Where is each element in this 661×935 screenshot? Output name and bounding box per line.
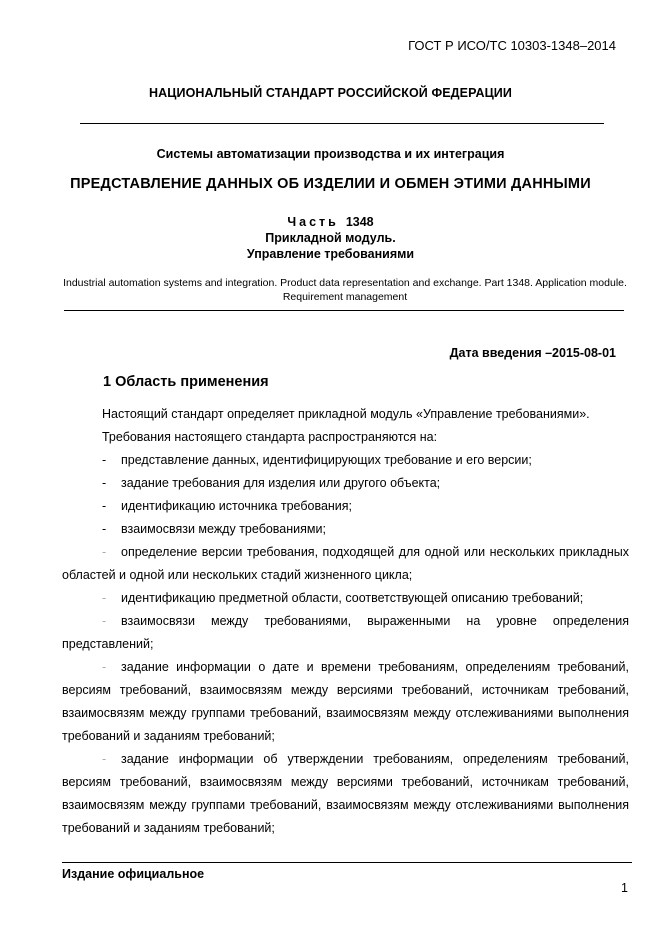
series-title: Системы автоматизации производства и их интеграция xyxy=(156,147,505,161)
list-item xyxy=(62,541,629,587)
list-item xyxy=(62,495,629,518)
list-item-text: представление данных, идентифицирующих требование и его версии; xyxy=(121,453,532,467)
divider-top xyxy=(80,123,604,124)
dash-marker: - xyxy=(102,499,107,513)
intro-paragraph: Требования настоящего стандарта распространяются на: xyxy=(102,430,438,444)
edition-label: Издание официальное xyxy=(62,867,205,881)
divider-footer xyxy=(62,862,632,863)
list-item-text: определение версии требования, подходящей для одной или нескольких прикладных областей и одной или нескольких стадий жизненного цикла; xyxy=(62,545,629,582)
page-number: 1 xyxy=(621,881,628,895)
list-item-text: задание информации о дате и времени требованиям, определениям требований, версиям требований, взаимосвязям между версиями требований, источникам требований, взаимосвязям между группами требований, взаимосвязям между отслеживаниями выполнения требований и заданиям требований; xyxy=(62,660,629,743)
list-item xyxy=(62,472,629,495)
module-line: Прикладной модуль. xyxy=(265,231,396,245)
divider-middle xyxy=(64,310,624,311)
part-block xyxy=(0,214,661,262)
dash-marker: - xyxy=(102,522,107,536)
list-item xyxy=(62,449,629,472)
list-item-text: взаимосвязи между требованиями; xyxy=(121,522,326,536)
part-label: Часть xyxy=(287,215,339,229)
dash-marker: - xyxy=(102,591,107,605)
dash-marker: - xyxy=(102,476,107,490)
list-item xyxy=(62,587,629,610)
english-title: Industrial automation systems and integration. Product data representation and exchange. Part 1348. Application module. Requirement management xyxy=(63,277,627,303)
module-name: Управление требованиями xyxy=(246,247,415,261)
dash-marker: - xyxy=(102,614,107,628)
main-title: ПРЕДСТАВЛЕНИЕ ДАННЫХ ОБ ИЗДЕЛИИ И ОБМЕН ЭТИМИ ДАННЫМИ xyxy=(70,176,591,192)
document-code: ГОСТ Р ИСО/ТС 10303-1348–2014 xyxy=(408,38,616,53)
part-number: 1348 xyxy=(345,215,374,229)
dash-marker: - xyxy=(102,752,107,766)
section-heading: 1 Область применения xyxy=(103,374,269,390)
list-item xyxy=(62,748,629,840)
list-item xyxy=(62,518,629,541)
introduction-date: Дата введения –2015-08-01 xyxy=(449,346,616,360)
part-line xyxy=(0,214,661,230)
intro-paragraph: Настоящий стандарт определяет прикладной модуль «Управление требованиями». xyxy=(102,407,590,421)
list-item xyxy=(62,656,629,748)
list-item-text: идентификацию источника требования; xyxy=(121,499,353,513)
list-item xyxy=(62,610,629,656)
list-item-text: задание требования для изделия или другого объекта; xyxy=(121,476,441,490)
dash-marker: - xyxy=(102,545,107,559)
list-item-text: взаимосвязи между требованиями, выраженными на уровне определения представлений; xyxy=(62,614,629,651)
national-standard-heading: НАЦИОНАЛЬНЫЙ СТАНДАРТ РОССИЙСКОЙ ФЕДЕРАЦИИ xyxy=(149,86,512,100)
list-item-text: идентификацию предметной области, соответствующей описанию требований; xyxy=(121,591,584,605)
section-body xyxy=(62,403,629,840)
list-item-text: задание информации об утверждении требованиям, определениям требований, версиям требований, взаимосвязям между версиями требований, источникам требований, взаимосвязям между группами требований, взаимосвязям между отслеживаниями выполнения требований и заданиям требований; xyxy=(62,752,629,835)
dash-marker: - xyxy=(102,453,107,467)
dash-marker: - xyxy=(102,660,107,674)
